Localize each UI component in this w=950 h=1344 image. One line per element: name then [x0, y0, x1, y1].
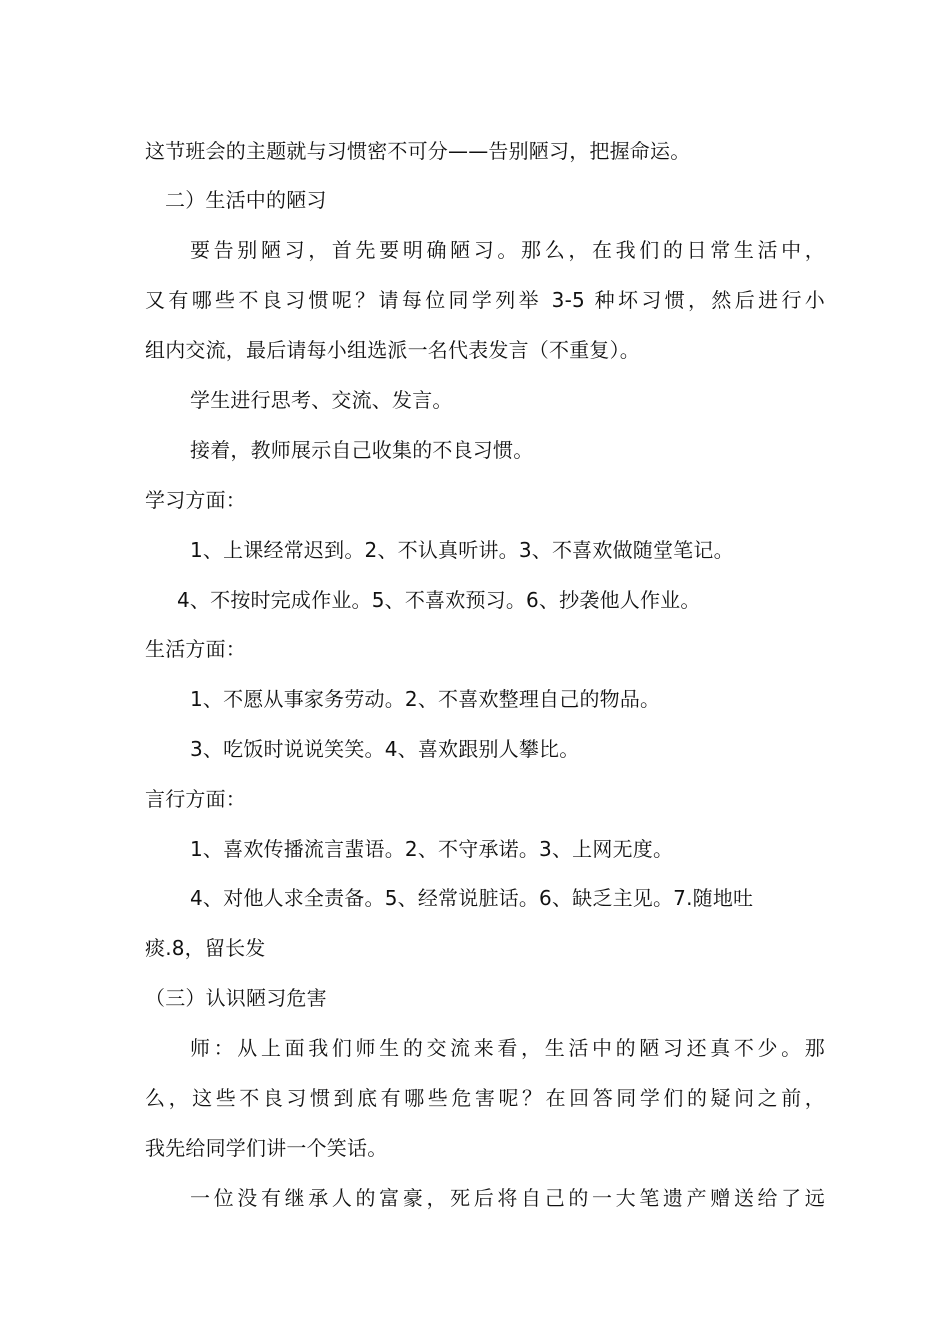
- paragraph-line: 组内交流，最后请每小组选派一名代表发言（不重复）。: [145, 338, 640, 362]
- paragraph-line: 又有哪些不良习惯呢？请每位同学列举 3-5 种坏习惯，然后进行小: [145, 288, 825, 312]
- section-heading: 二）生活中的陋习: [165, 188, 327, 212]
- paragraph-line: 么，这些不良习惯到底有哪些危害呢？在回答同学们的疑问之前，: [145, 1086, 825, 1110]
- list-line: 1、不愿从事家务劳动。2、不喜欢整理自己的物品。: [190, 687, 661, 711]
- paragraph-line: 要告别陋习，首先要明确陋习。那么，在我们的日常生活中，: [190, 238, 825, 262]
- list-line: 1、上课经常迟到。2、不认真听讲。3、不喜欢做随堂笔记。: [190, 538, 734, 562]
- list-line: 1、喜欢传播流言蜚语。2、不守承诺。3、上网无度。: [190, 837, 674, 861]
- paragraph-line: 学生进行思考、交流、发言。: [190, 388, 453, 412]
- paragraph-line: 一位没有继承人的富豪，死后将自己的一大笔遗产赠送给了远: [190, 1186, 825, 1210]
- list-line-continued: 痰.8，留长发: [145, 936, 266, 960]
- paragraph-line: 师：从上面我们师生的交流来看，生活中的陋习还真不少。那: [190, 1036, 825, 1060]
- list-line: 4、对他人求全责备。5、经常说脏话。6、缺乏主见。7.随地吐: [190, 886, 754, 910]
- category-heading: 生活方面：: [145, 637, 246, 661]
- list-line: 3、吃饭时说说笑笑。4、喜欢跟别人攀比。: [190, 737, 580, 761]
- paragraph-line: 接着，教师展示自己收集的不良习惯。: [190, 438, 534, 462]
- category-heading: 学习方面：: [145, 488, 246, 512]
- list-line: 4、不按时完成作业。5、不喜欢预习。6、抄袭他人作业。: [177, 588, 701, 612]
- section-heading: （三）认识陋习危害: [145, 986, 327, 1010]
- category-heading: 言行方面：: [145, 787, 246, 811]
- paragraph-line: 我先给同学们讲一个笑话。: [145, 1136, 388, 1160]
- paragraph-line: 这节班会的主题就与习惯密不可分——告别陋习，把握命运。: [145, 139, 691, 163]
